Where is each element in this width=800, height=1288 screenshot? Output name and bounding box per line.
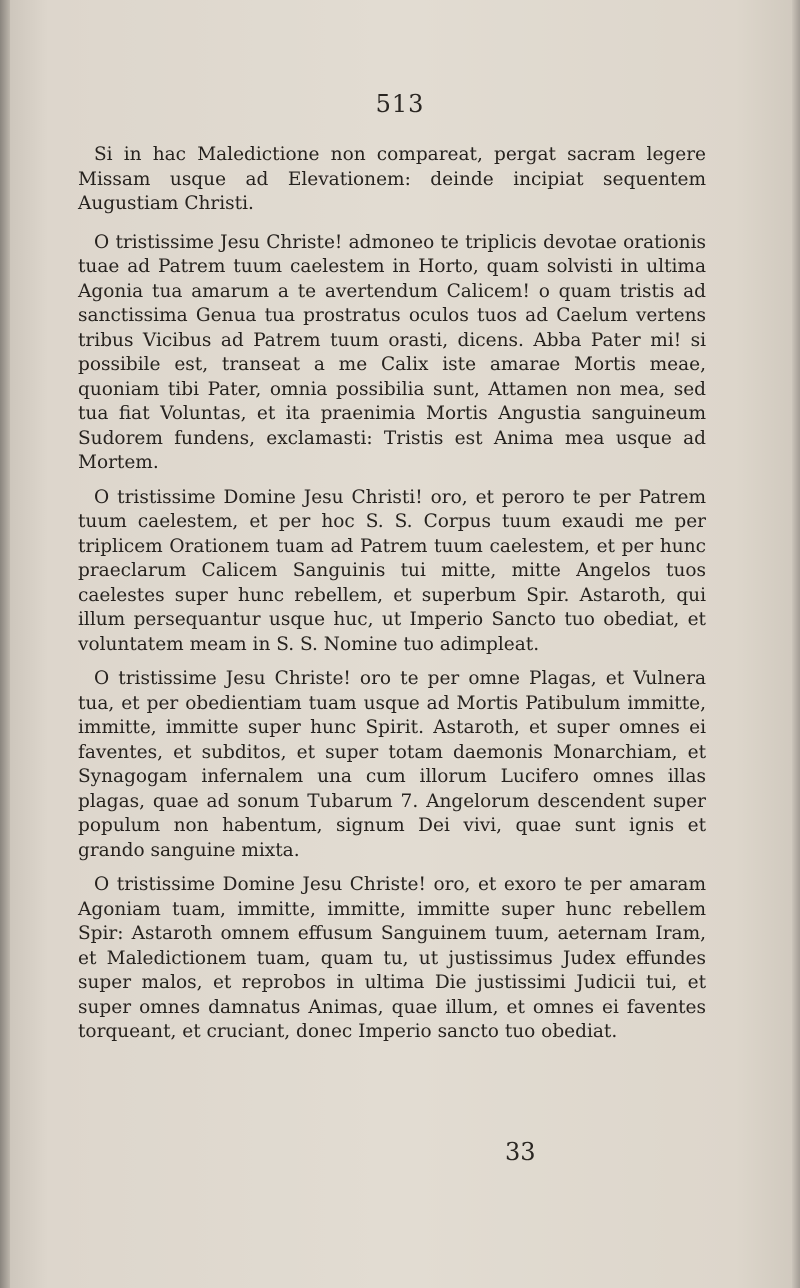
page-edge-right [792,0,800,1288]
prayer-paragraph-1: O tristissime Jesu Christe! admoneo te triplicis devotae orationis tuae ad Patrem tuum caelestem in Horto, quam solvisti in ultima Agonia tua amarum a te avertendum Calicem! o quam tristis ad sanctissima Genua tua prostratus oculos tuos ad Caelum vertens tribus Vicibus ad Patrem tuum orasti, dicens. Abba Pater mi! si possibile est, transeat a me Calix iste amarae Mortis meae, quoniam tibi Pater, omnia possibilia sunt, Attamen non mea, sed tua fiat Voluntas, et ita praenimia Mortis Angustia sanguineum Sudorem fundens, exclamasti: Tristis est Anima mea usque ad Mortem. [78,231,706,473]
page-edge-left [0,0,10,1288]
prayer-paragraph-4: O tristissime Domine Jesu Christe! oro, et exoro te per amaram Agoniam tuam, immitte, immitte, immitte super hunc rebellem Spir: Astaroth omnem effusum Sanguinem tuum, aeternam Iram, et Maledictionem tuam, quam tu, ut justissimus Judex effundes super malos, et reprobos in ultima Die justissimi Judicii tui, et super omnes damnatus Animas, quae illum, et omnes ei faventes torqueant, et cruciant, donec Imperio sancto tuo obediat. [78,874,706,1042]
page-number: 513 [375,90,425,118]
rubric-paragraph: Si in hac Maledictione non compareat, pergat sacram legere Missam usque ad Elevationem: deinde incipiat sequentem Augustiam Christi. [78,144,706,214]
prayer-paragraph-3: O tristissime Jesu Christe! oro te per omne Plagas, et Vulnera tua, et per obedientiam tuam usque ad Mortis Patibulum immitte, immitte, immitte super hunc Spirit. Astaroth, et super omnes ei faventes, et subditos, et super totam daemonis Monarchiam, et Synagogam infernalem una cum illorum Lucifero omnes illas plagas, quae ad sonum Tubarum 7. Angelorum descendent super populum non habentum, signum Dei vivi, quae sunt ignis et grando sanguine mixta. [78,668,706,861]
body-text [78,143,706,1055]
prayer-paragraph-2: O tristissime Domine Jesu Christi! oro, et peroro te per Patrem tuum caelestem, et per hoc S. S. Corpus tuum exaudi me per triplicem Orationem tuam ad Patrem tuum caelestem, et per hunc praeclarum Calicem Sanguinis tui mitte, mitte Angelos tuos caelestes super hunc rebellem, et superbum Spir. Astaroth, qui illum persequantur usque huc, ut Imperio Sancto tuo obediat, et voluntatem meam in S. S. Nomine tuo adimpleat. [78,486,706,655]
signature-mark: 33 [505,1138,536,1166]
